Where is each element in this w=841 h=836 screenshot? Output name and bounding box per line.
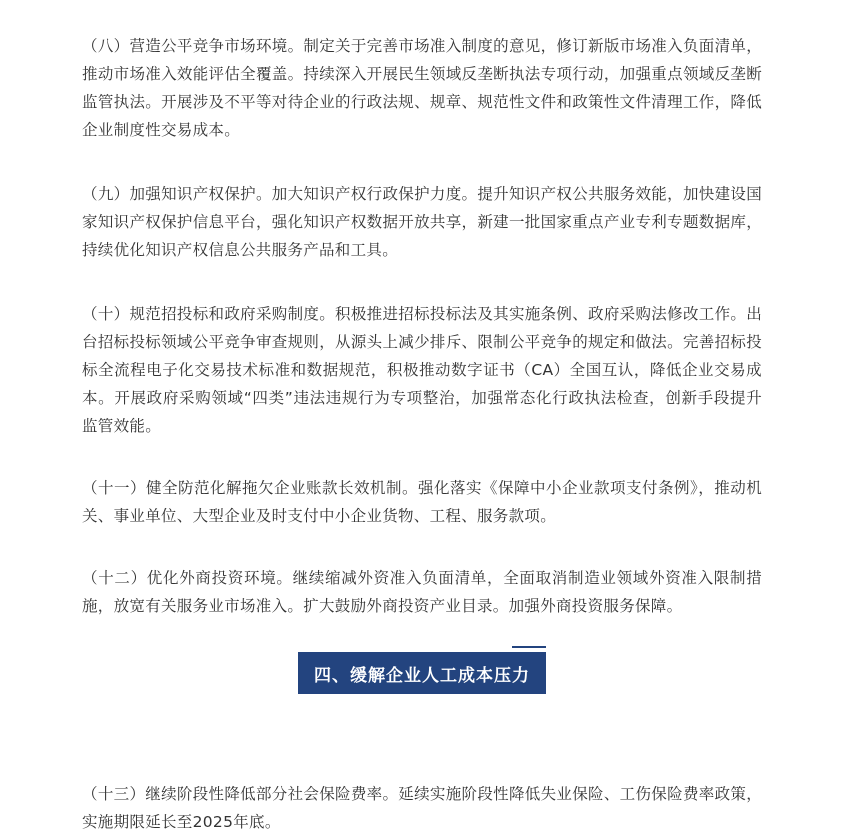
paragraph-8: （八）营造公平竞争市场环境。制定关于完善市场准入制度的意见，修订新版市场准入负面清单，推动市场准入效能评估全覆盖。持续深入开展民生领域反垄断执法专项行动，加强重点领域反垄断监管执法。开展涉及不平等对待企业的行政法规、规章、规范性文件和政策性文件清理工作，降低企业制度性交易成本。 <box>82 37 762 139</box>
paragraph-10: （十）规范招投标和政府采购制度。积极推进招标投标法及其实施条例、政府采购法修改工作。出台招标投标领域公平竞争审查规则，从源头上减少排斥、限制公平竞争的规定和做法。完善招标投标全流程电子化交易技术标准和数据规范，积极推动数字证书（CA）全国互认，降低企业交易成本。开展政府采购领域“四类”违法违规行为专项整治，加强常态化行政执法检查，创新手段提升监管效能。 <box>82 305 762 435</box>
paragraph-12: （十二）优化外商投资环境。继续缩减外资准入负面清单，全面取消制造业领域外资准入限制措施，放宽有关服务业市场准入。扩大鼓励外商投资产业目录。加强外商投资服务保障。 <box>82 569 762 615</box>
paragraph-9: （九）加强知识产权保护。加大知识产权行政保护力度。提升知识产权公共服务效能，加快建设国家知识产权保护信息平台，强化知识产权数据开放共享，新建一批国家重点产业专利专题数据库，持续优化知识产权信息公共服务产品和工具。 <box>82 185 762 259</box>
section-heading: 四、缓解企业人工成本压力 <box>298 652 546 694</box>
paragraph-13: （十三）继续阶段性降低部分社会保险费率。延续实施阶段性降低失业保险、工伤保险费率政策，实施期限延长至2025年底。 <box>82 785 762 831</box>
section-heading-block <box>82 620 762 780</box>
paragraph-11: （十一）健全防范化解拖欠企业账款长效机制。强化落实《保障中小企业款项支付条例》，推动机关、事业单位、大型企业及时支付中小企业货物、工程、服务款项。 <box>82 479 762 525</box>
article-body <box>82 32 762 836</box>
